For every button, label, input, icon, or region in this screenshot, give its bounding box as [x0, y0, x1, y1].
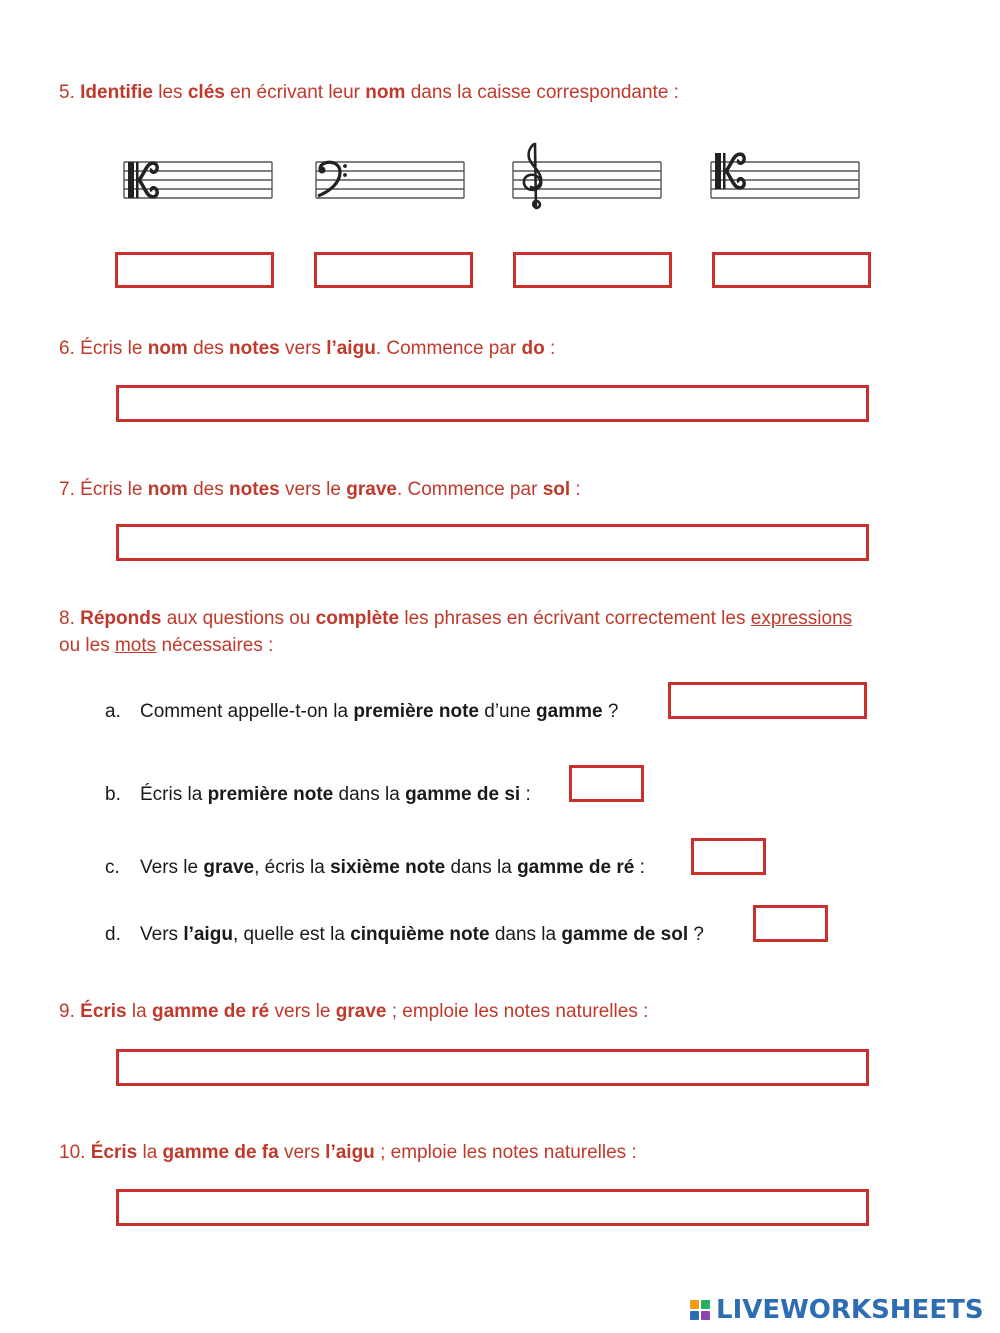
answer-input-q8c[interactable] [694, 841, 763, 872]
answer-box-q8a[interactable] [668, 682, 867, 719]
question-8d: d. Vers l’aigu, quelle est la cinquième note dans la gamme de sol ? [105, 924, 704, 945]
answer-box-clef-1[interactable] [115, 252, 274, 288]
answer-box-q8b[interactable] [569, 765, 644, 802]
question-8c: c. Vers le grave, écris la sixième note dans la gamme de ré : [105, 857, 645, 878]
question-5-prompt: 5. Identifie les clés en écrivant leur nom dans la caisse correspondante : [59, 82, 679, 103]
answer-box-q8d[interactable] [753, 905, 828, 942]
question-8-prompt: 8. Réponds aux questions ou complète les phrases en écrivant correctement les expressions ou les mots nécessaires : [59, 608, 853, 656]
answer-box-q10[interactable] [116, 1189, 869, 1226]
question-6-prompt: 6. Écris le nom des notes vers l’aigu. Commence par do : [59, 338, 556, 359]
question-7-prompt: 7. Écris le nom des notes vers le grave. Commence par sol : [59, 479, 581, 500]
answer-input-clef-2[interactable] [317, 255, 470, 285]
answer-box-q8c[interactable] [691, 838, 766, 875]
answer-input-q9[interactable] [119, 1052, 866, 1083]
answer-box-q6[interactable] [116, 385, 869, 422]
answer-input-clef-3[interactable] [516, 255, 669, 285]
answer-input-q8b[interactable] [572, 768, 641, 799]
question-9-prompt: 9. Écris la gamme de ré vers le grave ; emploie les notes naturelles : [59, 1001, 649, 1022]
answer-box-clef-2[interactable] [314, 252, 473, 288]
staff-bass-clef [314, 150, 466, 206]
question-8b: b. Écris la première note dans la gamme de si : [105, 784, 531, 805]
answer-box-clef-3[interactable] [513, 252, 672, 288]
liveworksheets-logo[interactable] [690, 1293, 984, 1327]
staff-tenor-clef [709, 150, 861, 206]
logo-tiles-icon [690, 1300, 710, 1320]
answer-box-clef-4[interactable] [712, 252, 871, 288]
answer-input-q10[interactable] [119, 1192, 866, 1223]
answer-input-q6[interactable] [119, 388, 866, 419]
logo-wordmark: LIVEWORKSHEETS [716, 1295, 984, 1325]
answer-box-q7[interactable] [116, 524, 869, 561]
bass-clef-icon [318, 162, 347, 196]
answer-input-clef-1[interactable] [118, 255, 271, 285]
answer-input-q8a[interactable] [671, 685, 864, 716]
question-8a: a. Comment appelle-t-on la première note d’une gamme ? [105, 701, 619, 722]
answer-box-q9[interactable] [116, 1049, 869, 1086]
answer-input-q7[interactable] [119, 527, 866, 558]
staff-treble-clef [511, 140, 663, 216]
answer-input-q8d[interactable] [756, 908, 825, 939]
staff-alto-clef [122, 150, 274, 206]
answer-input-clef-4[interactable] [715, 255, 868, 285]
question-10-prompt: 10. Écris la gamme de fa vers l’aigu ; emploie les notes naturelles : [59, 1142, 637, 1163]
